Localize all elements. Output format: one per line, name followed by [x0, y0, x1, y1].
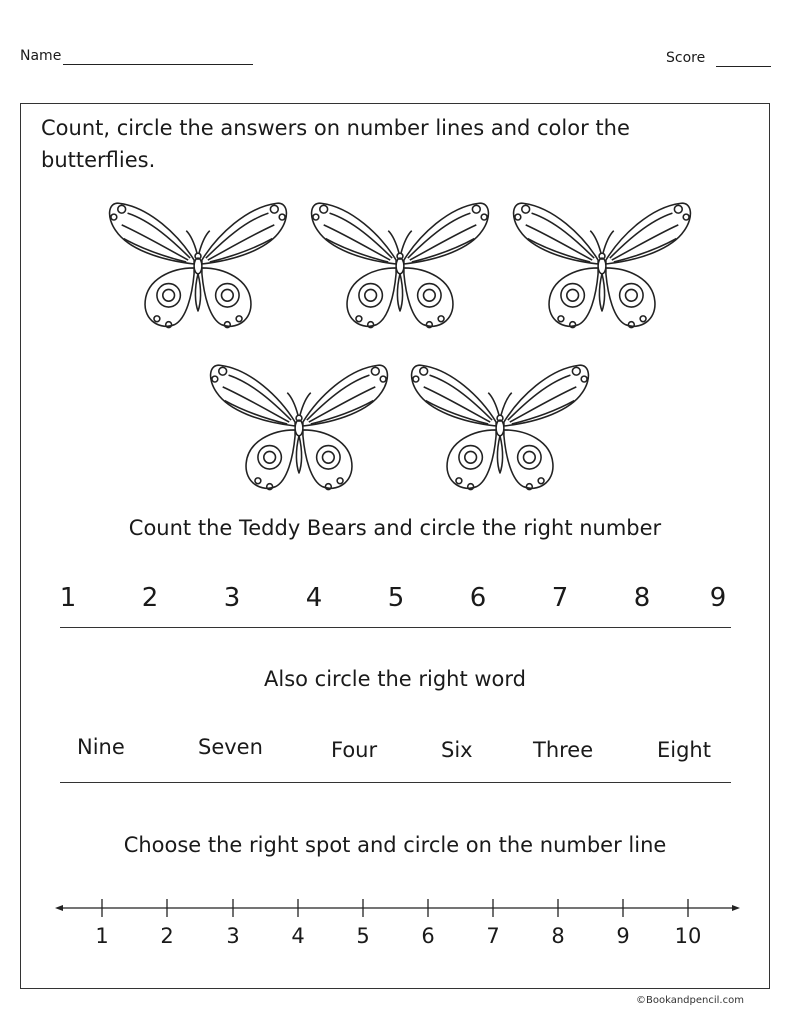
instruction-text: Count, circle the answers on number lines and color the butterflies.	[41, 116, 630, 172]
butterfly-icon[interactable]	[108, 194, 288, 334]
count-heading: Count the Teddy Bears and circle the right number	[128, 516, 662, 540]
butterfly-icon[interactable]	[209, 356, 389, 496]
name-label: Name	[20, 48, 62, 64]
word-heading: Also circle the right word	[264, 667, 526, 691]
word-choice[interactable]: Nine	[77, 735, 125, 759]
number-line	[55, 896, 740, 922]
number-line-label[interactable]: 2	[160, 924, 174, 948]
number-line-label[interactable]: 1	[95, 924, 109, 948]
arrow-left-icon	[55, 905, 63, 911]
score-label: Score	[666, 50, 706, 66]
copyright-text: ©Bookandpencil.com	[636, 995, 744, 1006]
name-field[interactable]	[63, 64, 253, 65]
divider	[60, 627, 731, 628]
butterfly-icon[interactable]	[410, 356, 590, 496]
number-choice[interactable]: 4	[305, 583, 323, 613]
word-choice[interactable]: Three	[533, 738, 594, 762]
word-choice[interactable]: Six	[441, 738, 473, 762]
number-choice[interactable]: 8	[633, 583, 651, 613]
number-choice[interactable]: 2	[141, 583, 159, 613]
score-field[interactable]	[716, 66, 771, 67]
number-choice[interactable]: 9	[709, 583, 727, 613]
word-choice[interactable]: Eight	[657, 738, 711, 762]
number-choice[interactable]: 3	[223, 583, 241, 613]
number-line-label[interactable]: 6	[421, 924, 435, 948]
number-choice[interactable]: 6	[469, 583, 487, 613]
arrow-right-icon	[732, 905, 740, 911]
butterfly-icon[interactable]	[310, 194, 490, 334]
number-line-label[interactable]: 7	[486, 924, 500, 948]
word-choice[interactable]: Seven	[198, 735, 263, 759]
number-choice[interactable]: 5	[387, 583, 405, 613]
number-line-label[interactable]: 3	[226, 924, 240, 948]
number-choice[interactable]: 7	[551, 583, 569, 613]
numberline-heading: Choose the right spot and circle on the number line	[123, 833, 667, 857]
number-line-label[interactable]: 10	[674, 924, 702, 948]
number-line-label[interactable]: 9	[616, 924, 630, 948]
divider	[60, 782, 731, 783]
number-line-label[interactable]: 8	[551, 924, 565, 948]
butterfly-icon[interactable]	[512, 194, 692, 334]
word-choice[interactable]: Four	[331, 738, 378, 762]
number-line-label[interactable]: 5	[356, 924, 370, 948]
number-line-label[interactable]: 4	[291, 924, 305, 948]
number-choice[interactable]: 1	[59, 583, 77, 613]
